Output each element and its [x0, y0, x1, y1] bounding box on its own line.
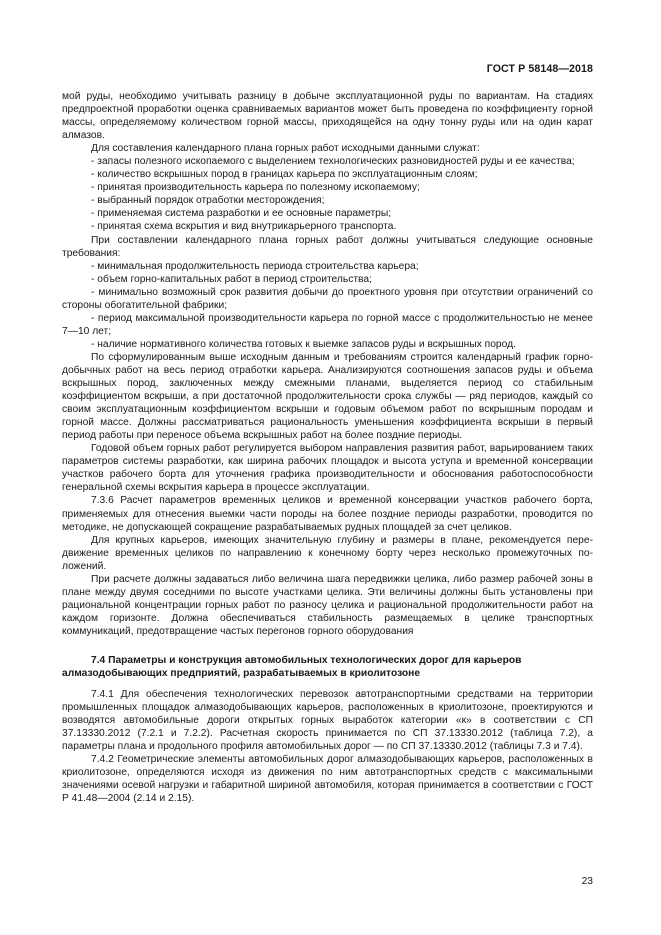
section-heading-line: 7.4 Параметры и конструкция автомобильных технологических дорог для карьеров	[91, 654, 522, 666]
paragraph: Для составления календарного плана горных работ исходными данными служат:	[91, 143, 480, 155]
list-item: - запасы полезного ископаемого с выделением технологических разновидностей руды и ее качества;	[91, 156, 575, 168]
section-heading	[62, 654, 593, 680]
list-item: - минимально возможный срок развития добычи до проектного уровня при отсутствии ограничений со стороны обогатительной фабрики;	[62, 286, 593, 311]
document-id-header: ГОСТ Р 58148—2018	[486, 63, 593, 75]
list-item: - принятая схема вскрытия и вид внутрикарьерного транспорта.	[91, 221, 397, 233]
list-item: - период максимальной производительности карьера по горной массе с продолжительностью не менее 7—10 лет;	[62, 312, 593, 337]
paragraph: 7.4.2 Геометрические элементы автомобильных дорог алмазодобывающих карьеров, расположенных в криолитозоне, определяются исходя из движения по ним автотранспортных средств с максимальными значениями осевой нагрузки и габаритной шириной автомобиля, которая принимается в соответствии с ГОСТ Р 41.48—2004 (2.14 и 2.15).	[62, 754, 593, 805]
paragraph: мой руды, необходимо учитывать разницу в добыче эксплуатационной руды по вариантам. На стадиях предпроектной проработки оценка сравниваемых вариантов может быть проведена по коэффициенту горной массы, определяемому количеством горной массы, приходящейся на одну тонну руды или на один карат алмазов.	[62, 91, 593, 142]
list-item: - наличие нормативного количества готовых к выемке запасов руды и вскрышных пород.	[91, 338, 516, 350]
page-number: 23	[581, 876, 593, 887]
section-heading-line: алмазодобывающих предприятий, разрабатываемых в криолитозоне	[62, 668, 421, 680]
paragraph: При расчете должны задаваться либо величина шага передвижки целика, либо размер рабочей зоны в плане между двумя соседними по высоте участками целика. Эти величины должны быть установлены при рациональной концентрации горных работ по разносу целика и рациональной продолжительности работ на каждом горизонте. Должна обеспечиваться стабильность размещаемых в целике транспортных коммуникаций, предотвращение частых перегонов горного оборудования	[62, 573, 593, 637]
paragraph: По сформулированным выше исходным данным и требованиям строится календарный график горно-добычных работ на весь период отработки карьера. Анализируются соотношения запасов руды и объема вскрышных пород, заключенных между смежными планами, выделяется период со стабильным коэффициентом вскрыши, а при достаточной продолжительности срока службы — ряд периодов, каждый со своим эксплуатационным коэффициентом вскрыши и годовым объемом работ по вскрышным породам и горной массе. Должны рассматриваться рациональность уменьшения коэффициента вскрыши в первый период работы при переносе объема вскрышных работ на более поздние периоды.	[62, 351, 593, 442]
list-item: - применяемая система разработки и ее основные параметры;	[91, 208, 392, 220]
paragraph: Годовой объем горных работ регулируется выбором направления развития работ, варьированием таких параметров системы разработки, как ширина рабочих площадок и высота уступа и временной консервации участков рабочего борта для уточнения графика производительности и обоснования работоспособности генеральной схемы вскрытия карьера в процессе эксплуатации.	[62, 443, 593, 494]
list-item: - минимальная продолжительность периода строительства карьера;	[91, 260, 419, 272]
paragraph: 7.4.1 Для обеспечения технологических перевозок автотранспортными средствами на территории промышленных площадок алмазодобывающих карьеров, расположенных в криолитозоне, проектируются и возводятся автомобильные дороги открытых горных выработок категории «к» в соответствии с СП 37.13330.2012 (7.2.1 и 7.2.2). Расчетная скорость принимается по СП 37.13330.2012 (таблица 7.2), а параметры плана и продольного профиля автомобильных дорог — по СП 37.13330.2012 (таблицы 7.3 и 7.4).	[62, 689, 593, 753]
document-body	[62, 90, 593, 805]
paragraph: Для крупных карьеров, имеющих значительную глубину и размеры в плане, рекомендуется передвижение временных целиков по направлению к конечному борту через несколько промежуточных положений.	[62, 534, 593, 572]
paragraph: 7.3.6 Расчет параметров временных целиков и временной консервации участков рабочего борта, применяемых для отнесения выемки части породы на более поздние периоды разработки, проводится по методике, не допускающей сокращение разрабатываемых рудных площадей за счет целиков.	[62, 495, 593, 533]
paragraph: При составлении календарного плана горных работ должны учитываться следующие основные требования:	[62, 234, 593, 259]
list-item: - количество вскрышных пород в границах карьера по эксплуатационным слоям;	[91, 169, 478, 181]
list-item: - объем горно-капитальных работ в период строительства;	[91, 273, 372, 285]
list-item: - выбранный порядок отработки месторождения;	[91, 195, 325, 207]
list-item: - принятая производительность карьера по полезному ископаемому;	[91, 182, 420, 194]
